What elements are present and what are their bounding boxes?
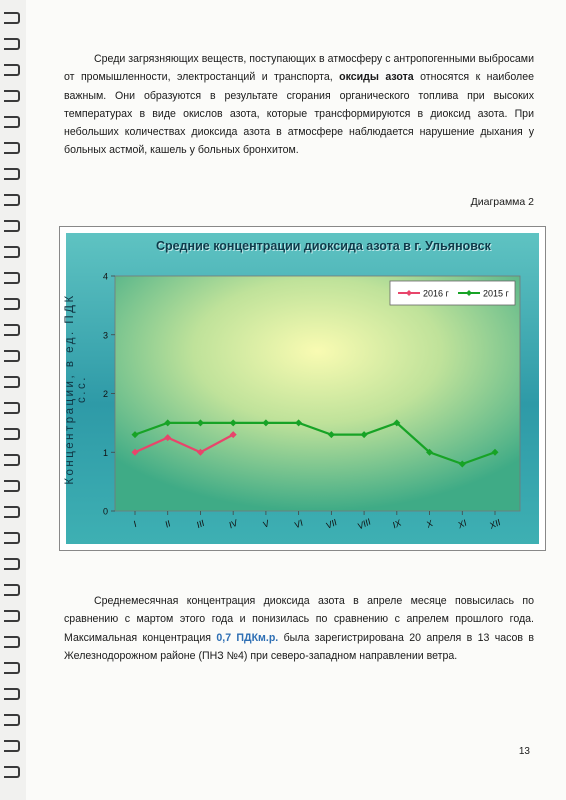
chart-title: Средние концентрации диоксида азота в г. Ульяновск [156,239,491,253]
y-tick-label: 3 [102,330,108,341]
binding-ring [4,506,20,518]
binding-ring [4,12,20,24]
binding-ring [4,38,20,50]
binding-ring [4,168,20,180]
x-tick-label: V [261,518,271,530]
y-tick-label: 0 [102,506,108,517]
binding-ring [4,532,20,544]
paragraph-text: Среди загрязняющих веществ, поступающих в атмосферу с антропогенными выбросами от промышленности, электростанций и транспорта, [64,53,534,84]
x-tick-label: II [163,518,173,530]
x-tick-label: IX [390,517,403,531]
x-tick-label: IV [227,517,240,531]
binding-ring [4,402,20,414]
x-tick-label: VII [324,517,339,531]
binding-ring [4,558,20,570]
x-tick-label: III [194,517,206,531]
binding-ring [4,766,20,778]
binding-ring [4,272,20,284]
x-tick-label: I [131,518,139,530]
paragraph-nitrogen-oxides [64,50,534,160]
binding-ring [4,350,20,362]
y-axis-title: Концентрации, в ед. ПДК с.с. [64,293,88,485]
binding-ring [4,142,20,154]
paragraph-april-summary [64,592,534,665]
bold-term: оксиды азота [339,71,414,84]
binding-ring [4,194,20,206]
binding-ring [4,116,20,128]
binding-ring [4,688,20,700]
legend-label: 2015 г [483,288,509,299]
x-tick-label: X [424,518,435,530]
paragraph-text: Среднемесячная концентрация диоксида азота в апреле месяце повысилась по сравнению с мартом этого года и понизилась по сравнению с апрелем прошлого года. Максимальная концентрация [64,595,534,644]
chart-frame [59,226,546,551]
y-tick-label: 2 [102,389,108,399]
binding-ring [4,714,20,726]
binding-ring [4,584,20,596]
binding-ring [4,610,20,622]
binding-ring [4,636,20,648]
binding-ring [4,64,20,76]
plot-area [115,276,520,511]
binding-ring [4,454,20,466]
binding-ring [4,428,20,440]
page-number: 13 [518,746,530,757]
binding-ring [4,246,20,258]
binding-ring [4,90,20,102]
y-tick-label: 1 [102,447,108,458]
binding-ring [4,298,20,310]
x-tick-label: XI [456,517,469,531]
binding-ring [4,324,20,336]
highlight-value: 0,7 ПДКм.р. [216,631,279,644]
x-tick-label: VI [292,517,305,531]
y-tick-label: 4 [102,271,108,282]
binding-ring [4,480,20,492]
diagram-label: Диаграмма 2 [470,196,534,208]
x-tick-label: VIII [355,516,373,532]
paragraph-text: была зарегистрирована 20 апреля в 13 часов в Железнодорожном районе (ПНЗ №4) при северо-западном направлении ветра. [64,631,535,662]
paragraph-text: относятся к наиболее важным. Они образуются в результате сгорания органического топлива при высоких температурах в виде окислов азота, которые трансформируются в диоксид азота. При небольших количествах диоксида азота в атмосфере наблюдается нарушение дыхания у больных астмой, кашель у больных бронхитом. [64,71,534,157]
binding-ring [4,220,20,232]
binding-ring [4,662,20,674]
spiral-binding [0,0,26,800]
legend-label: 2016 г [423,288,449,299]
x-tick-label: XII [487,517,503,531]
binding-ring [4,740,20,752]
binding-ring [4,376,20,388]
line-chart [60,227,547,552]
